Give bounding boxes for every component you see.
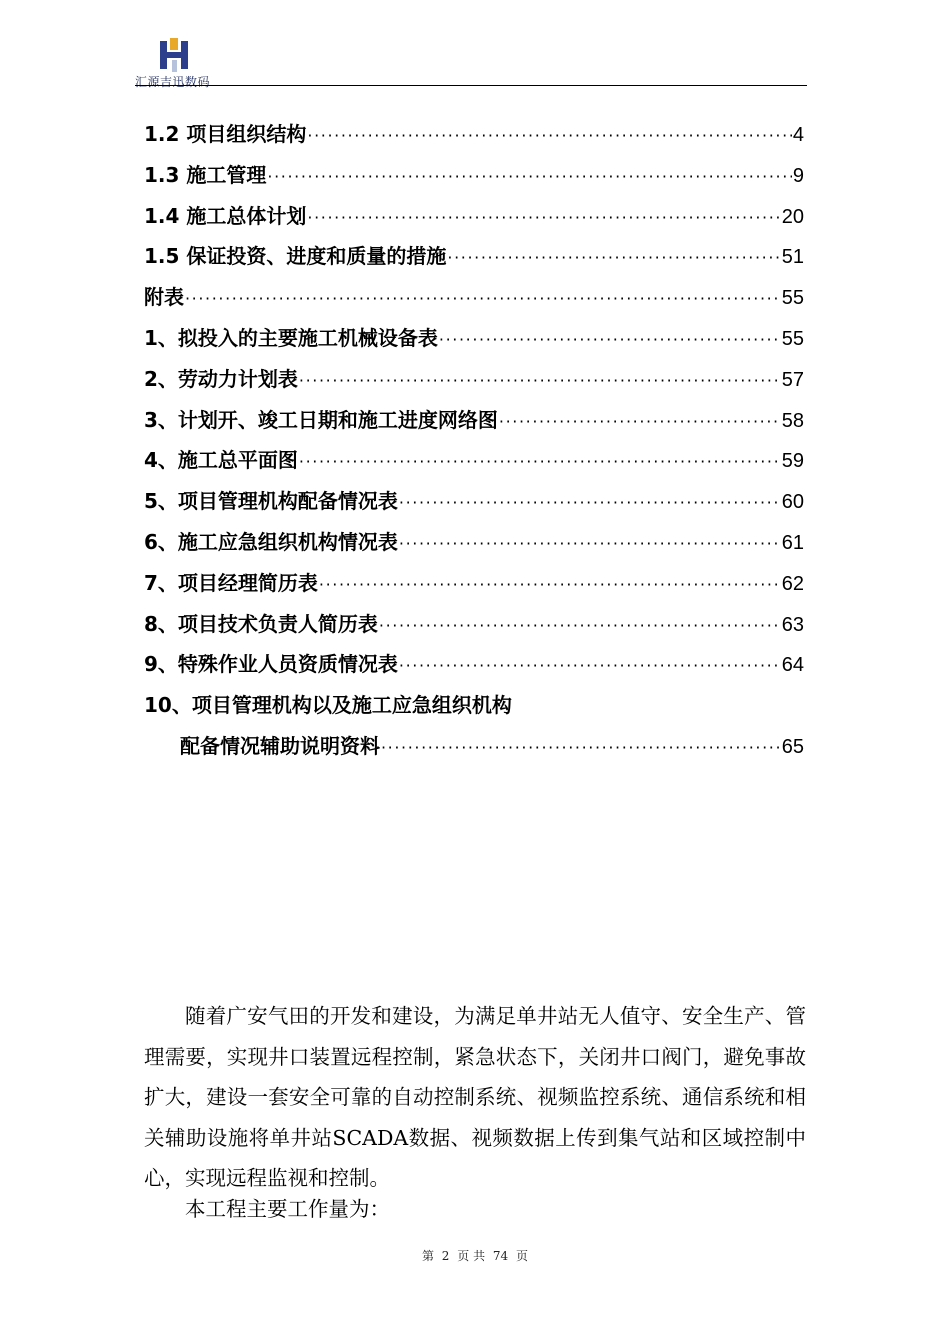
toc-leader-dots: [307, 198, 780, 239]
toc-leader-dots: [307, 116, 791, 157]
toc-entry-page: 59: [781, 450, 804, 473]
footer-page-number: 2: [441, 1249, 450, 1263]
toc-entry-label: 配备情况辅助说明资料: [180, 733, 380, 758]
footer-suffix: 页: [516, 1249, 529, 1263]
footer-middle: 页 共: [457, 1249, 486, 1263]
toc-entry-label: 1、拟投入的主要施工机械设备表: [144, 325, 438, 350]
toc-entry[interactable]: [144, 685, 804, 726]
page-footer: [0, 1247, 950, 1264]
toc-leader-dots: [319, 565, 781, 606]
toc-entry-page: 58: [781, 409, 804, 432]
toc-entry-page: 62: [781, 572, 804, 595]
toc-entry[interactable]: [144, 604, 804, 645]
toc-entry-label: 1.4 施工总体计划: [144, 203, 307, 228]
toc-entry[interactable]: [144, 522, 804, 563]
toc-entry-label: 附表: [144, 285, 184, 310]
toc-entry-label: 2、劳动力计划表: [144, 366, 298, 391]
toc-leader-dots: [447, 238, 780, 279]
toc-leader-dots: [399, 524, 781, 565]
page-header: [135, 38, 807, 89]
toc-entry-label: 6、施工应急组织机构情况表: [144, 529, 398, 554]
toc-entry[interactable]: [144, 726, 804, 767]
toc-leader-dots: [399, 483, 781, 524]
body-paragraph: 随着广安气田的开发和建设，为满足单井站无人值守、安全生产、管理需要，实现井口装置远程控制，紧急状态下，关闭井口阀门，避免事故扩大，建设一套安全可靠的自动控制系统、视频监控系统、通信系统和相关辅助设施将单井站SCADA数据、视频数据上传到集气站和区域控制中心，实现远程监视和控制。: [144, 1004, 806, 1190]
toc-entry-page: 61: [781, 531, 804, 554]
toc-leader-dots: [381, 728, 781, 769]
toc-entry-label: 1.2 项目组织结构: [144, 122, 307, 146]
toc-entry[interactable]: [144, 481, 804, 522]
toc-entry-label: 1.5 保证投资、进度和质量的措施: [144, 244, 447, 269]
toc-leader-dots: [299, 442, 781, 483]
footer-total-pages: 74: [492, 1249, 509, 1263]
toc-entry-page: 55: [781, 287, 804, 310]
toc-entry-page: 60: [781, 491, 804, 514]
toc-entry[interactable]: [144, 277, 804, 318]
toc-entry[interactable]: [144, 236, 804, 277]
toc-entry-label: 1.3 施工管理: [144, 162, 267, 187]
toc-leader-dots: [299, 361, 781, 402]
footer-prefix: 第: [421, 1249, 434, 1263]
toc-entry-label: 9、特殊作业人员资质情况表: [144, 652, 398, 677]
toc-entry[interactable]: [144, 644, 804, 685]
toc-entry-page: 9: [792, 164, 804, 187]
toc-leader-dots: [185, 279, 781, 320]
toc-entry-page: 64: [781, 654, 804, 677]
toc-leader-dots: [267, 157, 791, 198]
toc-entry[interactable]: [144, 440, 804, 481]
toc-leader-dots: [399, 646, 781, 687]
toc-entry-page: 63: [781, 613, 804, 636]
header-rule: [135, 85, 807, 86]
toc-entry[interactable]: [144, 196, 804, 237]
toc-entry-page: 20: [781, 205, 804, 228]
toc-entry[interactable]: [144, 359, 804, 400]
toc-entry-page: 55: [781, 327, 804, 350]
toc-entry[interactable]: [144, 114, 804, 155]
toc-entry-label: 7、项目经理简历表: [144, 570, 318, 595]
toc-entry[interactable]: [144, 318, 804, 359]
toc-entry[interactable]: [144, 400, 804, 441]
toc-leader-dots: [379, 606, 781, 647]
table-of-contents: [144, 114, 804, 767]
toc-entry-label: 5、项目管理机构配备情况表: [144, 489, 398, 514]
toc-entry-label: 10、项目管理机构以及施工应急组织机构: [144, 693, 512, 718]
toc-entry-label: 3、计划开、竣工日期和施工进度网络图: [144, 407, 498, 432]
company-logo-icon: [157, 38, 191, 72]
toc-entry-page: 65: [781, 735, 804, 758]
logo-text: 汇源吉迅数码: [135, 75, 211, 89]
toc-entry[interactable]: [144, 563, 804, 604]
toc-leader-dots: [499, 402, 781, 443]
toc-entry-page: 57: [781, 368, 804, 391]
body-paragraph-workload: 本工程主要工作量为：: [185, 1197, 390, 1221]
toc-entry-page: 51: [781, 246, 804, 269]
toc-entry-label: 4、施工总平面图: [144, 448, 298, 473]
toc-entry[interactable]: [144, 155, 804, 196]
toc-entry-page: 4: [792, 124, 804, 146]
toc-entry-label: 8、项目技术负责人简历表: [144, 611, 378, 636]
toc-leader-dots: [439, 320, 781, 361]
